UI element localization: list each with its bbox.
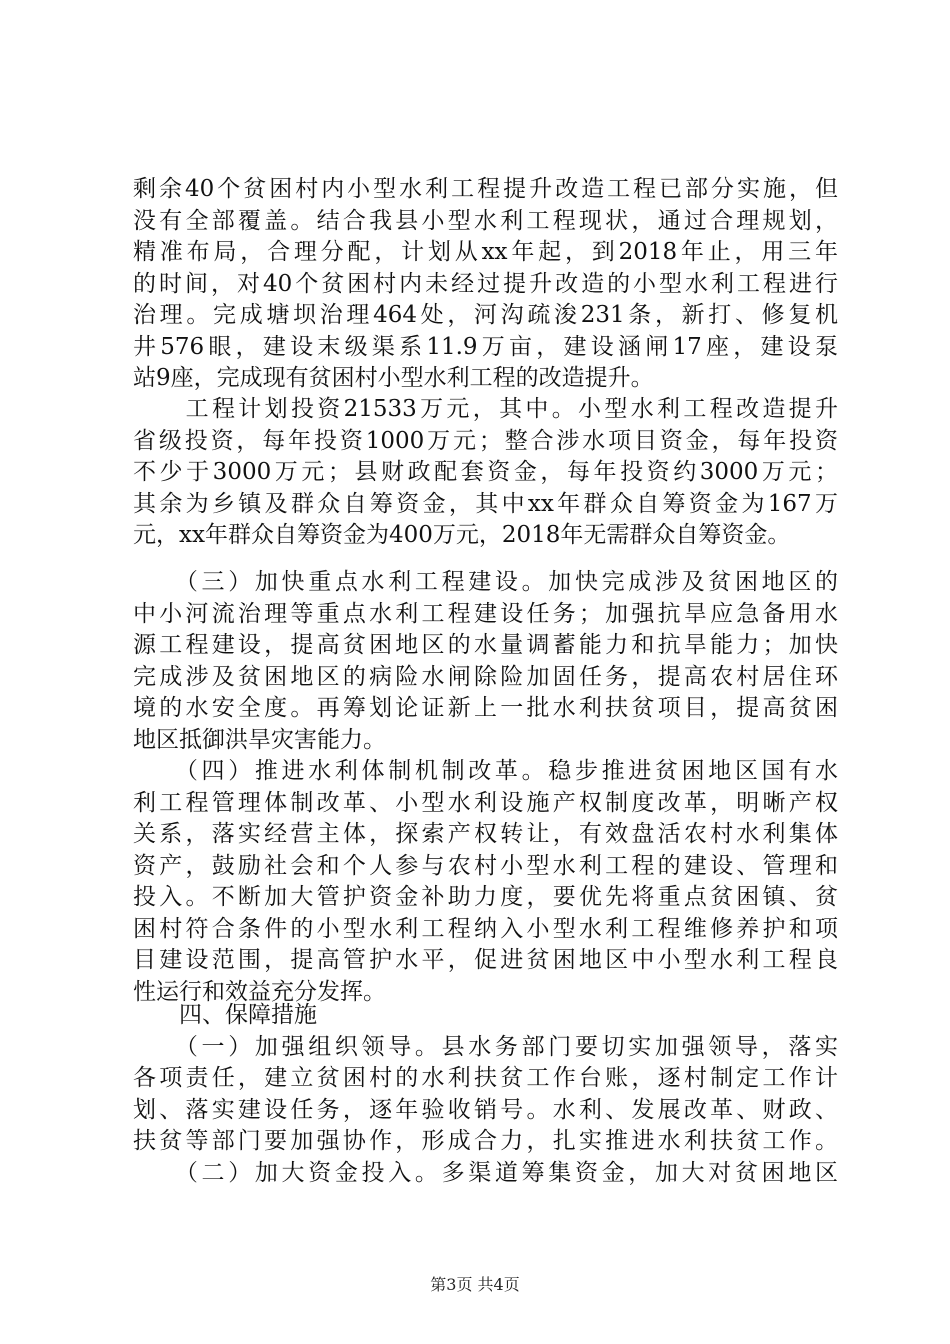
text-line: 关系，落实经营主体，探索产权转让，有效盘活农村水利集体 (133, 821, 838, 847)
text-line: 不少于3000万元；县财政配套资金，每年投资约3000万元； (133, 459, 838, 485)
text-line: 目建设范围，提高管护水平，促进贫困地区中小型水利工程良 (133, 947, 838, 973)
text-line: （二）加大资金投入。多渠道筹集资金，加大对贫困地区 (133, 1159, 838, 1186)
text-line: 的时间，对40个贫困村内未经过提升改造的小型水利工程进行 (133, 270, 838, 297)
text-line: 剩余40个贫困村内小型水利工程提升改造工程已部分实施，但 (133, 176, 838, 202)
text-line: 井576眼，建设末级渠系11.9万亩，建设涵闸17座，建设泵 (133, 333, 838, 360)
text-line: 利工程管理体制改革、小型水利设施产权制度改革，明晰产权 (133, 789, 838, 816)
text-line: 划、落实建设任务，逐年验收销号。水利、发展改革、财政、 (133, 1096, 838, 1123)
text-line: 站9座，完成现有贫困村小型水利工程的改造提升。 (133, 365, 654, 391)
paragraph-safeguards (133, 1000, 838, 1189)
text-line: 困村符合条件的小型水利工程纳入小型水利工程维修养护和项 (133, 915, 838, 942)
text-line: 省级投资，每年投资1000万元；整合涉水项目资金，每年投资 (133, 427, 838, 454)
paragraph-investment (133, 394, 838, 552)
text-line: 资产，鼓励社会和个人参与农村小型水利工程的建设、管理和 (133, 852, 838, 879)
paragraph-project-scope (133, 174, 838, 395)
text-line: 没有全部覆盖。结合我县小型水利工程现状，通过合理规划， (133, 207, 838, 234)
page-number-footer: 第3页 共4页 (430, 1275, 520, 1294)
text-line: （一）加强组织领导。县水务部门要切实加强领导，落实 (133, 1033, 838, 1060)
text-line: 扶贫等部门要加强协作，形成合力，扎实推进水利扶贫工作。 (133, 1128, 838, 1154)
text-line: 性运行和效益充分发挥。 (133, 978, 386, 1005)
text-line: 中小河流治理等重点水利工程建设任务；加强抗旱应急备用水 (133, 600, 838, 627)
text-line: 工程计划投资21533万元，其中。小型水利工程改造提升 (133, 396, 838, 422)
text-line: 源工程建设，提高贫困地区的水量调蓄能力和抗旱能力；加快 (133, 632, 838, 658)
paragraph-key-projects-and-reform (133, 567, 838, 1008)
text-line: 元，xx年群众自筹资金为400万元，2018年无需群众自筹资金。 (133, 522, 791, 548)
text-line: （四）推进水利体制机制改革。稳步推进贫困地区国有水 (133, 758, 838, 784)
section-heading: 四、保障措施 (133, 1002, 317, 1028)
text-line: 投入。不断加大管护资金补助力度，要优先将重点贫困镇、贫 (133, 884, 838, 910)
text-line: （三）加快重点水利工程建设。加快完成涉及贫困地区的 (133, 569, 838, 595)
text-line: 治理。完成塘坝治理464处，河沟疏浚231条，新打、修复机 (133, 302, 838, 328)
text-line: 其余为乡镇及群众自筹资金，其中xx年群众自筹资金为167万 (133, 490, 838, 517)
text-line: 境的水安全度。再筹划论证新上一批水利扶贫项目，提高贫困 (133, 695, 838, 721)
text-line: 各项责任，建立贫困村的水利扶贫工作台账，逐村制定工作计 (133, 1065, 838, 1091)
text-line: 完成涉及贫困地区的病险水闸除险加固任务，提高农村居住环 (133, 663, 838, 690)
text-line: 精准布局，合理分配，计划从xx年起，到2018年止，用三年 (133, 239, 838, 265)
text-line: 地区抵御洪旱灾害能力。 (133, 726, 386, 753)
